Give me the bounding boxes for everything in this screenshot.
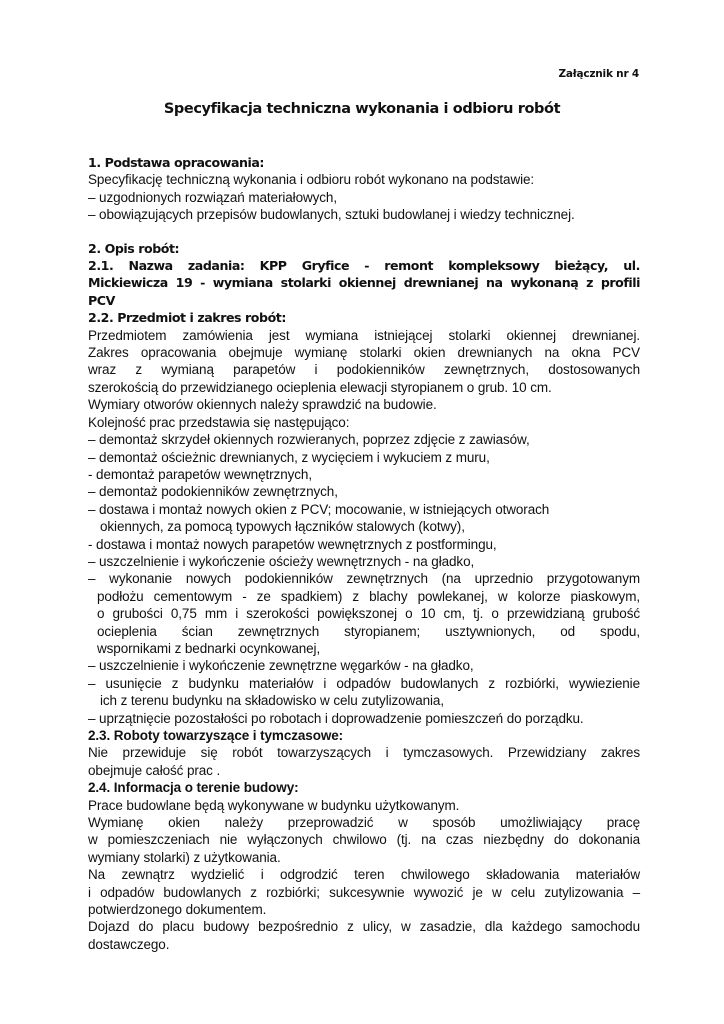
subject-paragraph-line: Zakres opracowania obejmuje wymianę stolarki okien drewnianych na okna PCV [88,345,640,361]
document-body [88,154,640,953]
list-item: – demontaż skrzydeł okiennych rozwieranych, poprzez zdjęcie z zawiasów, [88,432,530,448]
subject-paragraph-line: wraz z wymianą parapetów i podokienników zewnętrznych, dostosowanych [88,362,640,378]
subject-heading: 2.2. Przedmiot i zakres robót: [88,310,286,326]
list-item-continuation: o grubości 0,75 mm i szerokości powiększonej o 10 cm, tj. o przewidzianą grubość [97,606,640,622]
list-item-continuation: okiennych, za pomocą typowych łączników stalowych (kotwy), [100,519,465,535]
list-item: – dostawa i montaż nowych okien z PCV; mocowanie, w istniejących otworach [88,501,550,517]
measure-note: Wymiary otworów okiennych należy sprawdzić na budowie. [88,397,437,413]
list-item: – usunięcie z budynku materiałów i odpadów budowlanych z rozbiórki, wywiezienie [88,675,640,691]
site-info-line: wymiany stolarki) z użytkowania. [88,849,281,865]
list-item: – uprzątnięcie pozostałości po robotach i doprowadzenie pomieszczeń do porządku. [88,710,584,726]
site-info-heading: 2.4. Informacja o terenie budowy: [88,780,299,796]
list-item: - demontaż parapetów wewnętrznych, [88,466,312,482]
list-item: – wykonanie nowych podokienników zewnętrznych (na uprzednio przygotowanym [88,571,640,587]
list-item-continuation: ich z terenu budynku na składowisko w celu zutylizowania, [100,693,444,709]
site-info-line: i odpadów budowlanych z rozbiórki; sukcesywnie wywozić je w celu zutylizowania – [88,884,640,900]
list-item: – obowiązujących przepisów budowlanych, sztuki budowlanej i wiedzy technicznej. [88,207,575,223]
task-name-line-2-left: Mickiewicza 19 - wymiana stolarki okiennej drewnianej na wykonaną [88,275,579,291]
subject-paragraph-line: szerokością do przewidzianego ocieplenia elewacji styropianem o grub. 10 cm. [88,379,552,395]
order-intro: Kolejność prac przedstawia się następująco: [88,414,350,430]
task-name-line-3: PCV [88,292,115,308]
auxiliary-works-heading: 2.3. Roboty towarzyszące i tymczasowe: [88,728,344,743]
auxiliary-works-line: obejmuje całość prac . [88,762,221,778]
list-item: – demontaż ościeżnic drewnianych, z wycięciem i wykuciem z muru, [88,449,490,465]
section-1-heading: 1. Podstawa opracowania: [88,155,265,170]
task-name-line-1-left: 2.1. Nazwa zadania: KPP Gryfice - remont kompleksowy bieżący, [88,258,609,274]
section-2-heading: 2. Opis robót: [88,240,180,256]
auxiliary-works-line: Nie przewiduje się robót towarzyszących i tymczasowych. Przewidziany zakres [88,745,640,761]
section-1-intro: Specyfikację techniczną wykonania i odbioru robót wykonano na podstawie: [88,172,535,188]
list-item: - dostawa i montaż nowych parapetów wewnętrznych z postformingu, [88,536,497,552]
task-name-line-2-right: z profili [586,275,641,291]
list-item-continuation: wspornikami z bednarki ocynkowanej, [97,640,321,656]
list-item: – uzgodnionych rozwiązań materiałowych, [88,189,337,205]
task-name-line-1 [88,257,640,274]
site-info-line: dostawczego. [88,936,170,952]
task-name-line-2 [88,274,640,291]
subject-paragraph-line: Przedmiotem zamówienia jest wymiana istniejącej stolarki okiennej drewnianej. [88,327,640,343]
site-info-line: Dojazd do placu budowy bezpośrednio z ulicy, w zasadzie, dla każdego samochodu [88,919,640,935]
site-info-line: Na zewnątrz wydzielić i odgrodzić teren chwilowego składowania materiałów [88,867,640,883]
list-item: – demontaż podokienników zewnętrznych, [88,484,338,500]
site-info-line: Prace budowlane będą wykonywane w budynku użytkowanym. [88,797,460,813]
task-name-line-1-right: ul. [623,258,640,274]
list-item: – uszczelnienie i wykończenie zewnętrzne węgarków - na gładko, [88,658,474,674]
attachment-label: Załącznik nr 4 [558,68,639,80]
site-info-line: Wymianę okien należy przeprowadzić w sposób umożliwiający pracę [88,815,640,831]
site-info-line: potwierdzonego dokumentem. [88,902,267,918]
site-info-line: w pomieszczeniach nie wyłączonych chwilowo (tj. na czas niezbędny do dokonania [88,832,640,848]
list-item-continuation: ocieplenia ścian zewnętrznych styropianem; usztywnionych, od spodu, [97,623,640,639]
list-item: – uszczelnienie i wykończenie ościeży wewnętrznych - na gładko, [88,553,475,569]
document-title: Specyfikacja techniczna wykonania i odbioru robót [163,101,561,117]
list-item-continuation: podłożu cementowym - ze spadkiem) z blachy powlekanej, w kolorze piaskowym, [97,588,640,604]
